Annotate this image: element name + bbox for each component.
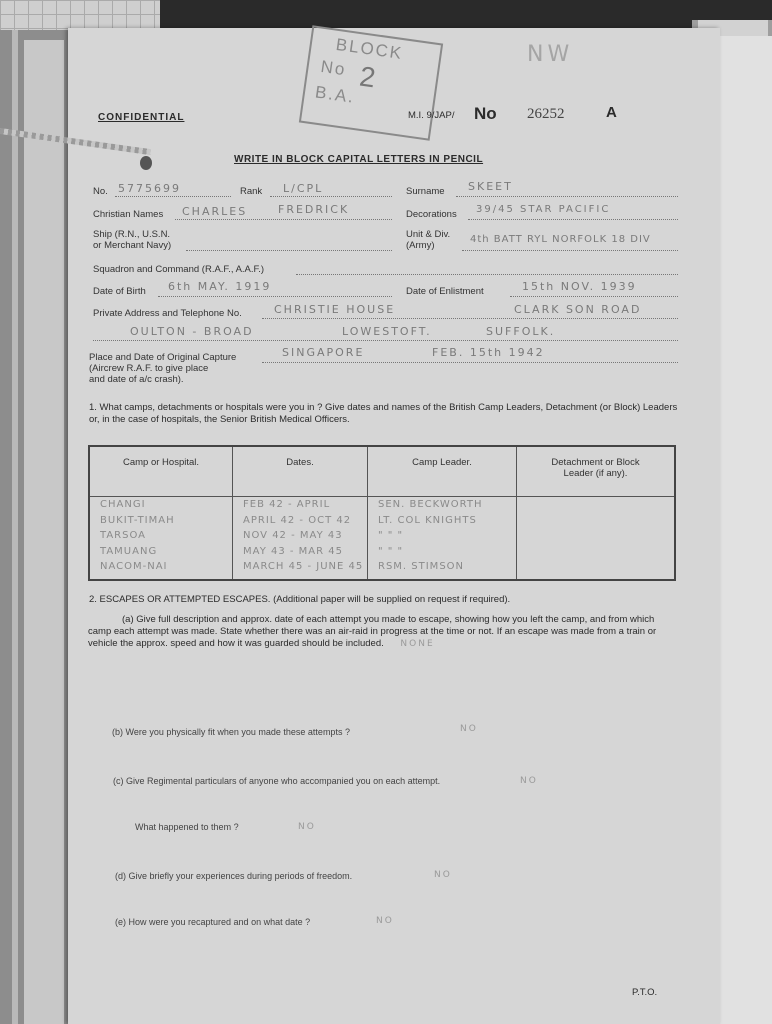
instruction-heading: WRITE IN BLOCK CAPITAL LETTERS IN PENCIL — [234, 154, 484, 165]
ship-label-1: Ship (R.N., U.S.N. — [93, 229, 171, 240]
date-entry: MAY 43 - MAR 45 — [243, 545, 343, 557]
mi-reference: M.I. 9/JAP/ — [408, 110, 455, 121]
unit-label-1: Unit & Div. — [406, 229, 451, 240]
answer-c-followup: NO — [298, 822, 316, 832]
no-value: 5775699 — [118, 182, 181, 195]
date-entry: APRIL 42 - OCT 42 — [243, 514, 352, 526]
pto-label: P.T.O. — [632, 987, 658, 998]
question-c-followup: What happened to them ? — [135, 822, 239, 832]
address-line2-a: OULTON - BROAD — [130, 325, 254, 338]
address-label: Private Address and Telephone No. — [93, 308, 242, 319]
leader-entry: " " " — [378, 530, 404, 541]
stamp-line-2: No — [319, 56, 348, 80]
christian-names-value-1: CHARLES — [182, 205, 248, 218]
date-entry: MARCH 45 - JUNE 45 — [243, 561, 364, 572]
header-detachment: Detachment or Block Leader (if any). — [517, 446, 676, 497]
capture-place: SINGAPORE — [282, 346, 365, 359]
dob-label: Date of Birth — [93, 286, 146, 297]
leaders-column — [368, 497, 517, 581]
leader-entry: RSM. STIMSON — [378, 561, 465, 572]
question-1-text: 1. What camps, detachments or hospitals were you in ? Give dates and names of the British Camp Leaders, Detachment (or Block) Leaders or, in the case of hospitals, the Senior British Medical Officers. — [89, 402, 678, 425]
enlistment-value: 15th NOV. 1939 — [522, 280, 637, 293]
unit-label-2: (Army) — [406, 240, 435, 251]
christian-names-label: Christian Names — [93, 209, 164, 220]
section-2-title: 2. ESCAPES OR ATTEMPTED ESCAPES. (Additional paper will be supplied on request if required). — [89, 594, 511, 605]
no-label: No. — [93, 186, 108, 197]
answer-e: NO — [376, 916, 394, 926]
confidential-label: CONFIDENTIAL — [98, 112, 185, 123]
header-camp-leader: Camp Leader. — [368, 446, 517, 497]
answer-d: NO — [434, 870, 452, 880]
capture-date: FEB. 15th 1942 — [432, 346, 545, 359]
stamp-line-3: B.A. — [313, 82, 357, 107]
section-2a-body: (a) Give full description and approx. date of each attempt you made to escape, showing how you left the camp, and from which camp each attempt was made. State whether there was an air-raid in progress at the time or not. If an escape was made from a train or vehicle the approx. speed and how it was guarded should be included. — [88, 614, 657, 649]
leader-entry: LT. COL KNIGHTS — [378, 514, 477, 526]
form-suffix: A — [606, 104, 617, 121]
leader-entry: SEN. BECKWORTH — [378, 499, 483, 510]
header-camp: Camp or Hospital. — [89, 446, 233, 497]
surname-label: Surname — [406, 186, 445, 197]
question-e: (e) How were you recaptured and on what date ? — [115, 917, 311, 927]
dates-column — [233, 497, 368, 581]
form-number: 26252 — [527, 106, 565, 122]
answer-b: NO — [460, 724, 478, 734]
surname-value: SKEET — [468, 180, 513, 193]
date-entry: FEB 42 - APRIL — [243, 499, 331, 510]
camp-entry: BUKIT-TIMAH — [100, 514, 175, 526]
question-d: (d) Give briefly your experiences during periods of freedom. — [115, 871, 353, 881]
header-dates: Dates. — [233, 446, 368, 497]
enlistment-label: Date of Enlistment — [406, 286, 484, 297]
decorations-value: 39/45 STAR PACIFIC — [476, 204, 611, 215]
camps-table — [88, 445, 676, 581]
section-2a-text — [88, 614, 678, 650]
detachment-column — [517, 497, 676, 581]
answer-c: NO — [520, 776, 538, 786]
corner-note: NW — [527, 42, 574, 67]
dob-value: 6th MAY. 1919 — [168, 280, 272, 293]
question-c: (c) Give Regimental particulars of anyone who accompanied you on each attempt. — [113, 776, 441, 786]
address-line2-c: SUFFOLK. — [486, 325, 556, 338]
leader-entry: " " " — [378, 545, 404, 557]
camp-entry: NACOM-NAI — [100, 561, 168, 572]
stamp-line-1: BLOCK — [334, 34, 405, 64]
unit-value: 4th BATT RYL NORFOLK 18 DIV — [470, 234, 651, 245]
date-entry: NOV 42 - MAY 43 — [243, 530, 343, 541]
stamp-handwritten-no: 2 — [357, 60, 380, 94]
binding-knot — [140, 156, 152, 170]
decorations-label: Decorations — [406, 209, 457, 220]
camp-entry: TARSOA — [100, 530, 147, 541]
camps-column — [89, 497, 233, 581]
address-line1-a: CHRISTIE HOUSE — [274, 303, 396, 316]
christian-names-value-2: FREDRICK — [278, 203, 350, 216]
section-2a-answer: NONE — [400, 639, 435, 649]
capture-label-3: and date of a/c crash). — [89, 374, 184, 385]
block-stamp — [299, 25, 443, 140]
capture-label-2: (Aircrew R.A.F. to give place — [89, 363, 209, 374]
question-b: (b) Were you physically fit when you made these attempts ? — [112, 727, 350, 737]
folder-spine — [0, 30, 70, 1024]
address-line1-b: CLARK SON ROAD — [514, 303, 642, 316]
rank-value: L/CPL — [283, 182, 324, 195]
number-symbol: No — [474, 104, 497, 123]
ship-label-2: or Merchant Navy) — [93, 240, 172, 251]
squadron-label: Squadron and Command (R.A.F., A.A.F.) — [93, 264, 265, 275]
address-line2-b: LOWESTOFT. — [342, 325, 432, 338]
camp-entry: CHANGI — [100, 499, 146, 510]
rank-label: Rank — [240, 186, 263, 197]
capture-label-1: Place and Date of Original Capture — [89, 352, 237, 363]
camp-entry: TAMUANG — [100, 545, 158, 557]
